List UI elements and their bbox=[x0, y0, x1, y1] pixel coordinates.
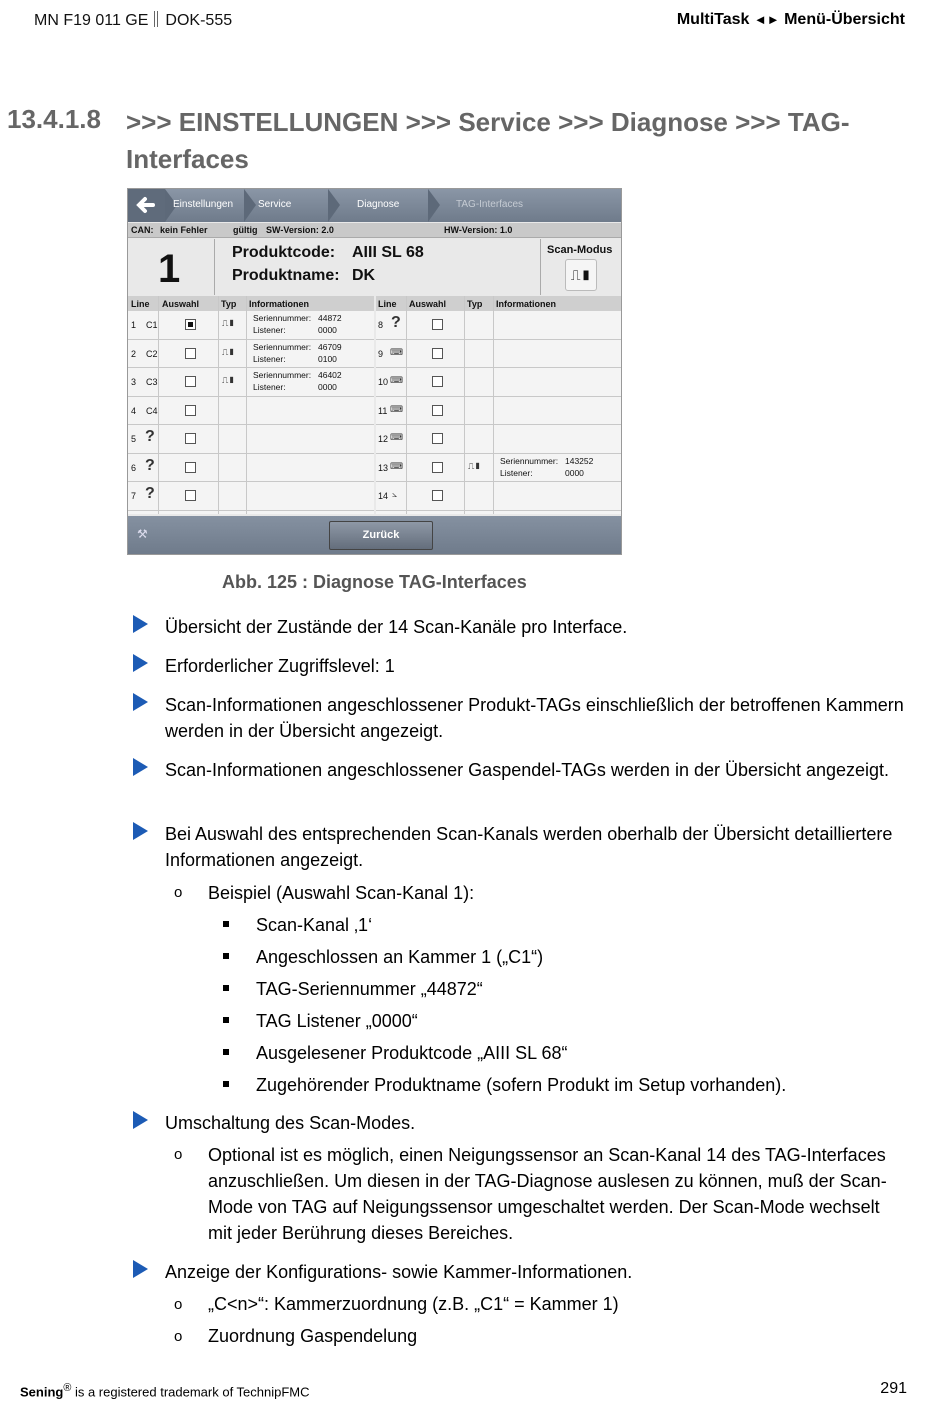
bullet-text: Bei Auswahl des entsprechenden Scan-Kanals werden oberhalb der Übersicht detailliertere Informationen angezeigt. bbox=[165, 824, 893, 870]
bullet-text: Umschaltung des Scan-Modes. bbox=[165, 1113, 416, 1133]
example-item: TAG Listener „0000“ bbox=[256, 1011, 418, 1031]
tag-icon: ⎍▮ bbox=[222, 346, 236, 357]
section-number: 13.4.1.8 bbox=[7, 104, 101, 134]
channel-table-left: Line Auswahl Typ Informationen 1 C1 ⎍▮ Seriennummer: 44872 Listener: 0000 2 C2 ⎍▮ Seriennummer: 46709 Listener: 0100 3 C3 ⎍▮ Seriennummer: 46402 Listener: 0000 4 C4 5 ? 6 ? 7 ? bbox=[128, 296, 374, 514]
bullet-arrow-icon bbox=[133, 822, 148, 840]
bottom-bar bbox=[128, 516, 622, 555]
table-row[interactable]: 13 ⌨ ⎍▮ Seriennummer: 143252 Listener: 0000 bbox=[376, 454, 622, 483]
tag-icon: ⎍▮ bbox=[570, 267, 592, 283]
scan-mode-button[interactable] bbox=[565, 259, 597, 291]
table-row[interactable]: 4 C4 bbox=[128, 397, 374, 426]
table-row[interactable]: 11 ⌨ bbox=[376, 397, 622, 426]
example-item: Scan-Kanal ‚1‘ bbox=[256, 915, 373, 935]
example-item: Angeschlossen an Kammer 1 („C1“) bbox=[256, 947, 544, 967]
tag-icon: ⎍▮ bbox=[222, 318, 236, 328]
checkbox[interactable] bbox=[185, 462, 196, 473]
trademark-footer: Sening® is a registered trademark of TechnipFMC bbox=[20, 1382, 310, 1400]
table-row[interactable]: 5 ? bbox=[128, 425, 374, 454]
gas-pendulum-icon: ⌨ bbox=[390, 432, 403, 442]
breadcrumb-einstellungen[interactable]: Einstellungen bbox=[173, 199, 234, 210]
back-button[interactable]: Zurück bbox=[329, 521, 433, 550]
status-bar: CAN: kein Fehler gültig SW-Version: 2.0 HW-Version: 1.0 bbox=[128, 223, 622, 238]
table-row[interactable]: 2 C2 ⎍▮ Seriennummer: 46709 Listener: 0100 bbox=[128, 340, 374, 369]
checkbox[interactable] bbox=[432, 319, 443, 330]
breadcrumb bbox=[128, 189, 622, 222]
inclination-sensor-icon: ⦣ bbox=[392, 489, 398, 499]
table-row[interactable]: 10 ⌨ bbox=[376, 368, 622, 397]
example-item: TAG-Seriennummer „44872“ bbox=[256, 979, 483, 999]
config-item: Zuordnung Gaspendelung bbox=[208, 1326, 418, 1346]
example-title: Beispiel (Auswahl Scan-Kanal 1): bbox=[208, 883, 475, 903]
doc-id-header: MN F19 011 GE DOK-555 bbox=[34, 12, 233, 29]
product-code-label: Produktcode: bbox=[232, 244, 336, 261]
gas-pendulum-icon: ⌨ bbox=[390, 375, 403, 385]
checkbox[interactable] bbox=[432, 490, 443, 501]
product-name-label: Produktname: bbox=[232, 267, 340, 284]
chevron-icon bbox=[328, 189, 340, 222]
back-arrow-icon[interactable] bbox=[128, 189, 165, 222]
selected-channel: 1 bbox=[158, 247, 181, 291]
product-code: AIII SL 68 bbox=[352, 244, 424, 261]
tag-icon: ⎍▮ bbox=[222, 375, 236, 385]
breadcrumb-tag-interfaces: TAG-Interfaces bbox=[456, 199, 524, 210]
section-header: MultiTask ◄► Menü-Übersicht bbox=[676, 11, 905, 28]
bullet-arrow-icon bbox=[133, 693, 148, 711]
page-number: 291 bbox=[880, 1380, 907, 1397]
figure-caption: Abb. 125 : Diagnose TAG-Interfaces bbox=[222, 572, 527, 592]
table-row[interactable]: 7 ? bbox=[128, 482, 374, 511]
table-row[interactable]: 8 ? bbox=[376, 311, 622, 340]
section-title: >>> EINSTELLUNGEN >>> Service >>> Diagnose >>> TAG-Interfaces bbox=[126, 107, 850, 174]
table-row[interactable]: 14 ⦣ bbox=[376, 482, 622, 511]
breadcrumb-service[interactable]: Service bbox=[258, 199, 292, 210]
gas-pendulum-icon: ⌨ bbox=[390, 460, 403, 471]
example-item: Zugehörender Produktname (sofern Produkt im Setup vorhanden). bbox=[256, 1075, 787, 1095]
bullet-arrow-icon bbox=[133, 758, 148, 776]
checkbox[interactable] bbox=[185, 433, 196, 444]
bullet-text: Scan-Informationen angeschlossener Gaspendel-TAGs werden in der Übersicht angezeigt. bbox=[165, 760, 890, 780]
checkbox[interactable] bbox=[185, 376, 196, 387]
config-item: „C<n>“: Kammerzuordnung (z.B. „C1“ = Kammer 1) bbox=[208, 1294, 619, 1314]
bullet-text: Anzeige der Konfigurations- sowie Kammer-Informationen. bbox=[165, 1262, 633, 1282]
checkbox[interactable] bbox=[432, 376, 443, 387]
scan-mode-area[interactable]: Scan-Modus ⎍▮ bbox=[540, 239, 622, 295]
breadcrumb-diagnose[interactable]: Diagnose bbox=[357, 199, 400, 210]
checkbox-selected[interactable] bbox=[185, 319, 196, 330]
checkbox[interactable] bbox=[432, 433, 443, 444]
chevron-icon bbox=[428, 189, 440, 222]
scan-mode-note: Optional ist es möglich, einen Neigungssensor an Scan-Kanal 14 des TAG-Interfaces anzuschließen. Um diesen in der TAG-Diagnose auslesen zu können, muß der Scan-Mode von TAG auf Neigungssensor umgeschaltet werden. Der Scan-Mode wechselt mit jeder Berührung dieses Bereiches. bbox=[208, 1145, 887, 1243]
tools-icon[interactable]: ⚒ bbox=[137, 527, 148, 541]
bullet-arrow-icon bbox=[133, 615, 148, 633]
bullet-arrow-icon bbox=[133, 1111, 148, 1129]
checkbox[interactable] bbox=[185, 348, 196, 359]
gas-pendulum-icon: ⌨ bbox=[390, 403, 403, 414]
table-row[interactable]: 12 ⌨ bbox=[376, 425, 622, 454]
product-name: DK bbox=[352, 267, 376, 284]
bullet-text: Erforderlicher Zugriffslevel: 1 bbox=[165, 656, 395, 676]
bullet-arrow-icon bbox=[133, 1260, 148, 1278]
checkbox[interactable] bbox=[432, 405, 443, 416]
checkbox[interactable] bbox=[185, 490, 196, 501]
bullet-text: Übersicht der Zustände der 14 Scan-Kanäle pro Interface. bbox=[165, 617, 628, 637]
table-row[interactable]: 1 C1 ⎍▮ Seriennummer: 44872 Listener: 0000 bbox=[128, 311, 374, 340]
checkbox[interactable] bbox=[432, 462, 443, 473]
table-row[interactable]: 3 C3 ⎍▮ Seriennummer: 46402 Listener: 0000 bbox=[128, 368, 374, 397]
table-row[interactable]: 6 ? bbox=[128, 454, 374, 483]
example-item: Ausgelesener Produktcode „AIII SL 68“ bbox=[256, 1043, 568, 1063]
bullet-text: Scan-Informationen angeschlossener Produkt-TAGs einschließlich der betroffenen Kammern werden in der Übersicht angezeigt. bbox=[165, 695, 904, 741]
channel-table-right: Line Auswahl Typ Informationen 8 ? 9 ⌨ 10 ⌨ 11 ⌨ 12 ⌨ 13 ⌨ ⎍▮ Seriennummer: 143252 Listener: 0000 14 ⦣ bbox=[376, 296, 622, 514]
checkbox[interactable] bbox=[432, 348, 443, 359]
gas-pendulum-icon: ⌨ bbox=[390, 346, 403, 357]
tag-icon: ⎍▮ bbox=[468, 460, 482, 471]
bullet-arrow-icon bbox=[133, 654, 148, 672]
diagnose-screen bbox=[127, 188, 622, 555]
chevron-icon bbox=[244, 189, 256, 222]
table-row[interactable]: 9 ⌨ bbox=[376, 340, 622, 369]
checkbox[interactable] bbox=[185, 405, 196, 416]
